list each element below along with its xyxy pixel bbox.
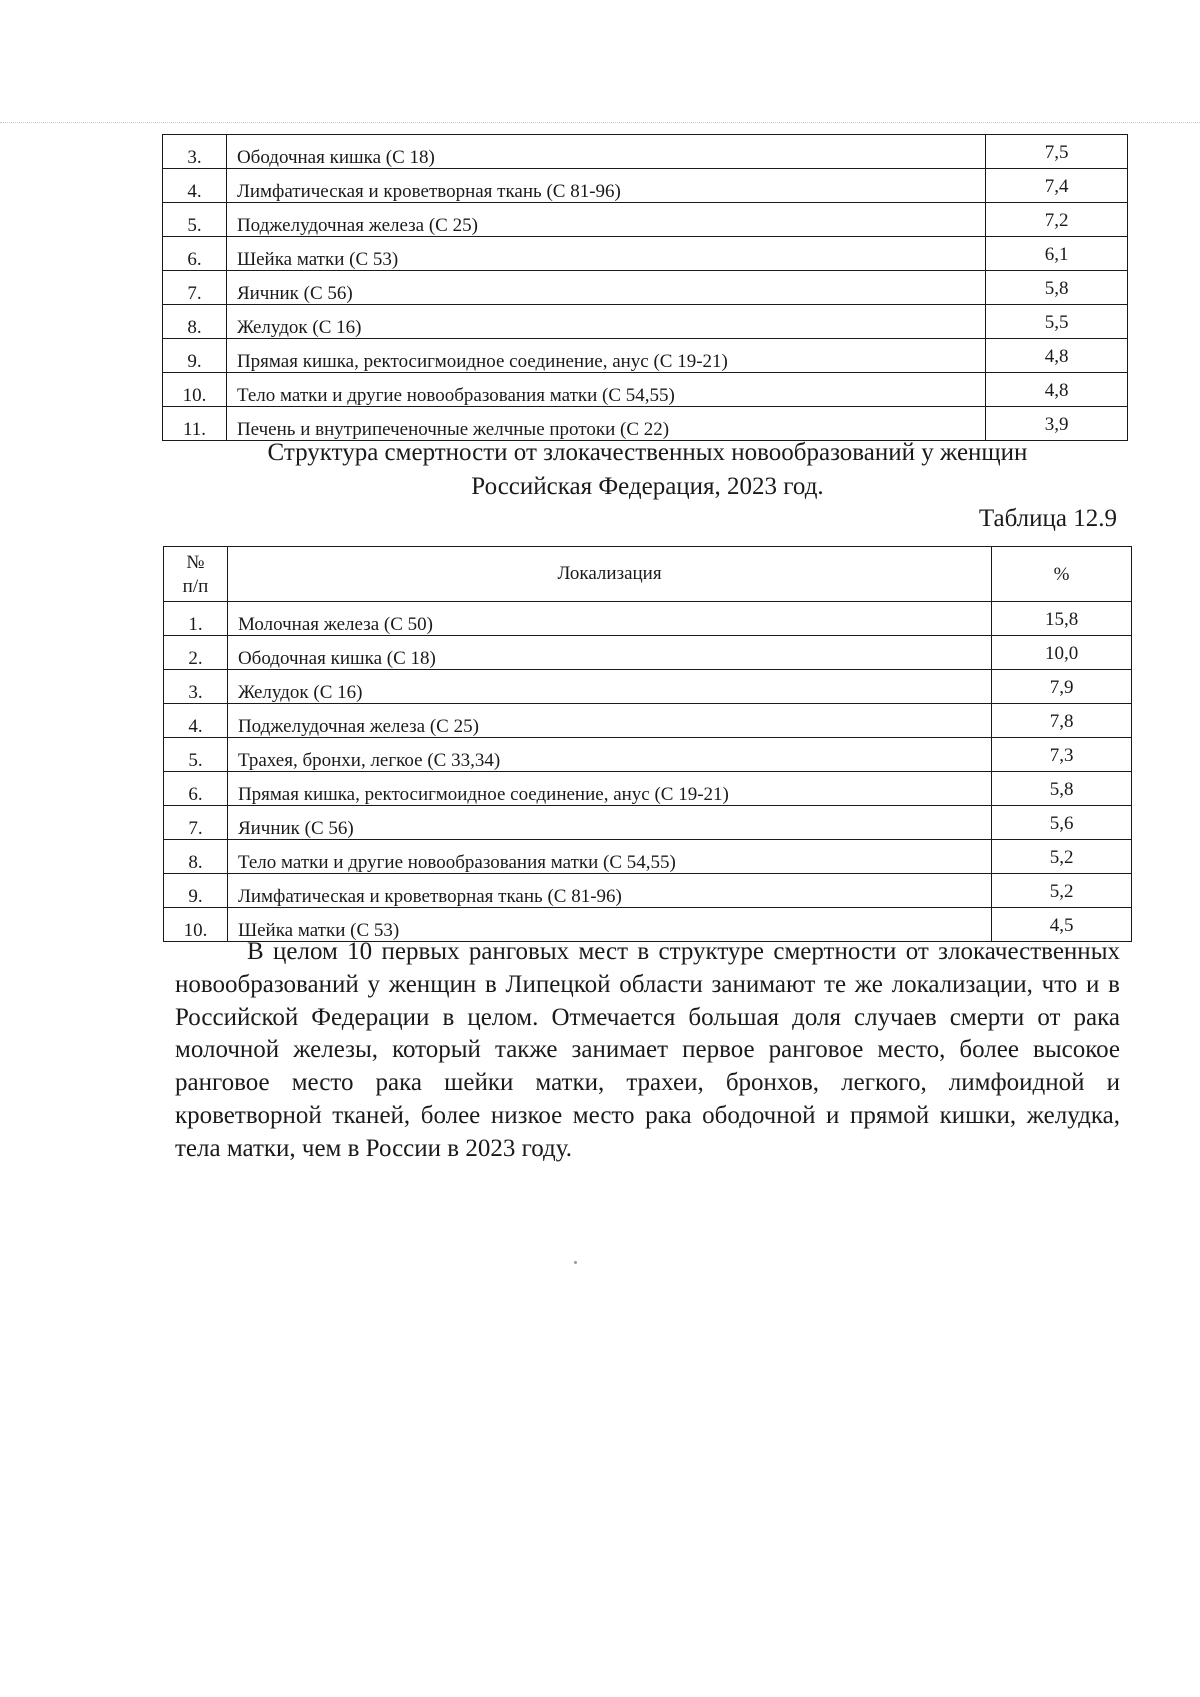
row-number: 5. bbox=[163, 203, 227, 237]
row-location: Желудок (С 16) bbox=[227, 670, 991, 704]
row-percent: 5,2 bbox=[992, 874, 1132, 908]
table-row bbox=[163, 339, 1128, 373]
row-number: 7. bbox=[163, 271, 227, 305]
row-location: Шейка матки (С 53) bbox=[227, 908, 991, 942]
row-percent: 5,5 bbox=[986, 305, 1128, 339]
table-row bbox=[164, 602, 1132, 636]
table-row bbox=[163, 373, 1128, 407]
header-number bbox=[164, 547, 228, 602]
row-location: Прямая кишка, ректосигмоидное соединение, анус (С 19-21) bbox=[227, 772, 991, 806]
row-percent: 7,8 bbox=[992, 704, 1132, 738]
header-percent: % bbox=[992, 547, 1132, 602]
table-header-row bbox=[164, 547, 1132, 602]
row-percent: 5,8 bbox=[992, 772, 1132, 806]
row-percent: 4,8 bbox=[986, 373, 1128, 407]
row-number: 5. bbox=[164, 738, 228, 772]
row-location: Поджелудочная железа (С 25) bbox=[226, 203, 985, 237]
row-number: 9. bbox=[163, 339, 227, 373]
row-location: Прямая кишка, ректосигмоидное соединение, анус (С 19-21) bbox=[226, 339, 985, 373]
row-location: Яичник (С 56) bbox=[227, 806, 991, 840]
row-location: Шейка матки (С 53) bbox=[226, 237, 985, 271]
row-percent: 3,9 bbox=[986, 407, 1128, 441]
row-percent: 5,8 bbox=[986, 271, 1128, 305]
section-heading: Структура смертности от злокачественных новообразований у женщин bbox=[267, 439, 1028, 466]
row-location: Трахея, бронхи, легкое (С 33,34) bbox=[227, 738, 991, 772]
row-location: Желудок (С 16) bbox=[226, 305, 985, 339]
row-percent: 4,8 bbox=[986, 339, 1128, 373]
table-row bbox=[164, 772, 1132, 806]
row-location: Лимфатическая и кроветворная ткань (С 81-96) bbox=[226, 169, 985, 203]
table-row bbox=[164, 670, 1132, 704]
row-location: Печень и внутрипеченочные желчные протоки (С 22) bbox=[226, 407, 985, 441]
header-number-abbrev: п/п bbox=[182, 576, 209, 597]
body-paragraph: В целом 10 первых ранговых мест в структуре смертности от злокачественных новообразований у женщин в Липецкой области занимают те же локализации, что и в Российской Федерации в целом. Отмечается большая доля случаев смерти от рака молочной железы, который также занимает первое ранговое место, более высокое ранговое место рака шейки матки, трахеи, бронхов, легкого, лимфоидной и кроветворной тканей, более низкое место рака ободочной и прямой кишки, желудка, тела матки, чем в России в 2023 году. bbox=[175, 938, 1120, 1162]
row-location: Тело матки и другие новообразования матки (С 54,55) bbox=[226, 373, 985, 407]
row-percent: 10,0 bbox=[992, 636, 1132, 670]
row-number: 8. bbox=[163, 305, 227, 339]
row-location: Лимфатическая и кроветворная ткань (С 81-96) bbox=[227, 874, 991, 908]
row-number: 6. bbox=[164, 772, 228, 806]
row-number: 3. bbox=[164, 670, 228, 704]
table-row bbox=[163, 305, 1128, 339]
table-row bbox=[163, 237, 1128, 271]
row-percent: 7,2 bbox=[986, 203, 1128, 237]
row-number: 10. bbox=[163, 373, 227, 407]
table-row bbox=[163, 135, 1128, 169]
table-row bbox=[164, 636, 1132, 670]
row-percent: 5,6 bbox=[992, 806, 1132, 840]
row-number: 6. bbox=[163, 237, 227, 271]
table-row bbox=[164, 738, 1132, 772]
table-row bbox=[164, 806, 1132, 840]
table-row bbox=[164, 874, 1132, 908]
table-row bbox=[164, 704, 1132, 738]
row-percent: 6,1 bbox=[986, 237, 1128, 271]
row-percent: 7,5 bbox=[986, 135, 1128, 169]
row-percent: 7,9 bbox=[992, 670, 1132, 704]
row-number: 9. bbox=[164, 874, 228, 908]
row-location: Молочная железа (С 50) bbox=[227, 602, 991, 636]
scan-edge-line bbox=[0, 122, 1200, 123]
row-number: 11. bbox=[163, 407, 227, 441]
table-row bbox=[164, 840, 1132, 874]
row-number: 10. bbox=[164, 908, 228, 942]
header-number-sign: № bbox=[186, 552, 205, 574]
row-percent: 15,8 bbox=[992, 602, 1132, 636]
table-row bbox=[163, 407, 1128, 441]
row-percent: 5,2 bbox=[992, 840, 1132, 874]
row-location: Ободочная кишка (С 18) bbox=[227, 636, 991, 670]
table-row bbox=[163, 169, 1128, 203]
row-number: 1. bbox=[164, 602, 228, 636]
table-mortality-structure bbox=[163, 546, 1132, 942]
table-continued bbox=[162, 134, 1128, 441]
table-label: Таблица 12.9 bbox=[978, 505, 1117, 532]
row-location: Ободочная кишка (С 18) bbox=[226, 135, 985, 169]
table-row bbox=[163, 271, 1128, 305]
row-number: 3. bbox=[163, 135, 227, 169]
header-location: Локализация bbox=[227, 547, 991, 602]
row-number: 8. bbox=[164, 840, 228, 874]
scan-speck bbox=[574, 1261, 577, 1264]
row-percent: 7,4 bbox=[986, 169, 1128, 203]
row-percent: 4,5 bbox=[992, 908, 1132, 942]
row-location: Поджелудочная железа (С 25) bbox=[227, 704, 991, 738]
row-location: Тело матки и другие новообразования матки (С 54,55) bbox=[227, 840, 991, 874]
row-number: 2. bbox=[164, 636, 228, 670]
row-percent: 7,3 bbox=[992, 738, 1132, 772]
row-number: 7. bbox=[164, 806, 228, 840]
row-number: 4. bbox=[164, 704, 228, 738]
row-number: 4. bbox=[163, 169, 227, 203]
section-subheading: Российская Федерация, 2023 год. bbox=[471, 473, 824, 500]
row-location: Яичник (С 56) bbox=[226, 271, 985, 305]
table-row bbox=[163, 203, 1128, 237]
